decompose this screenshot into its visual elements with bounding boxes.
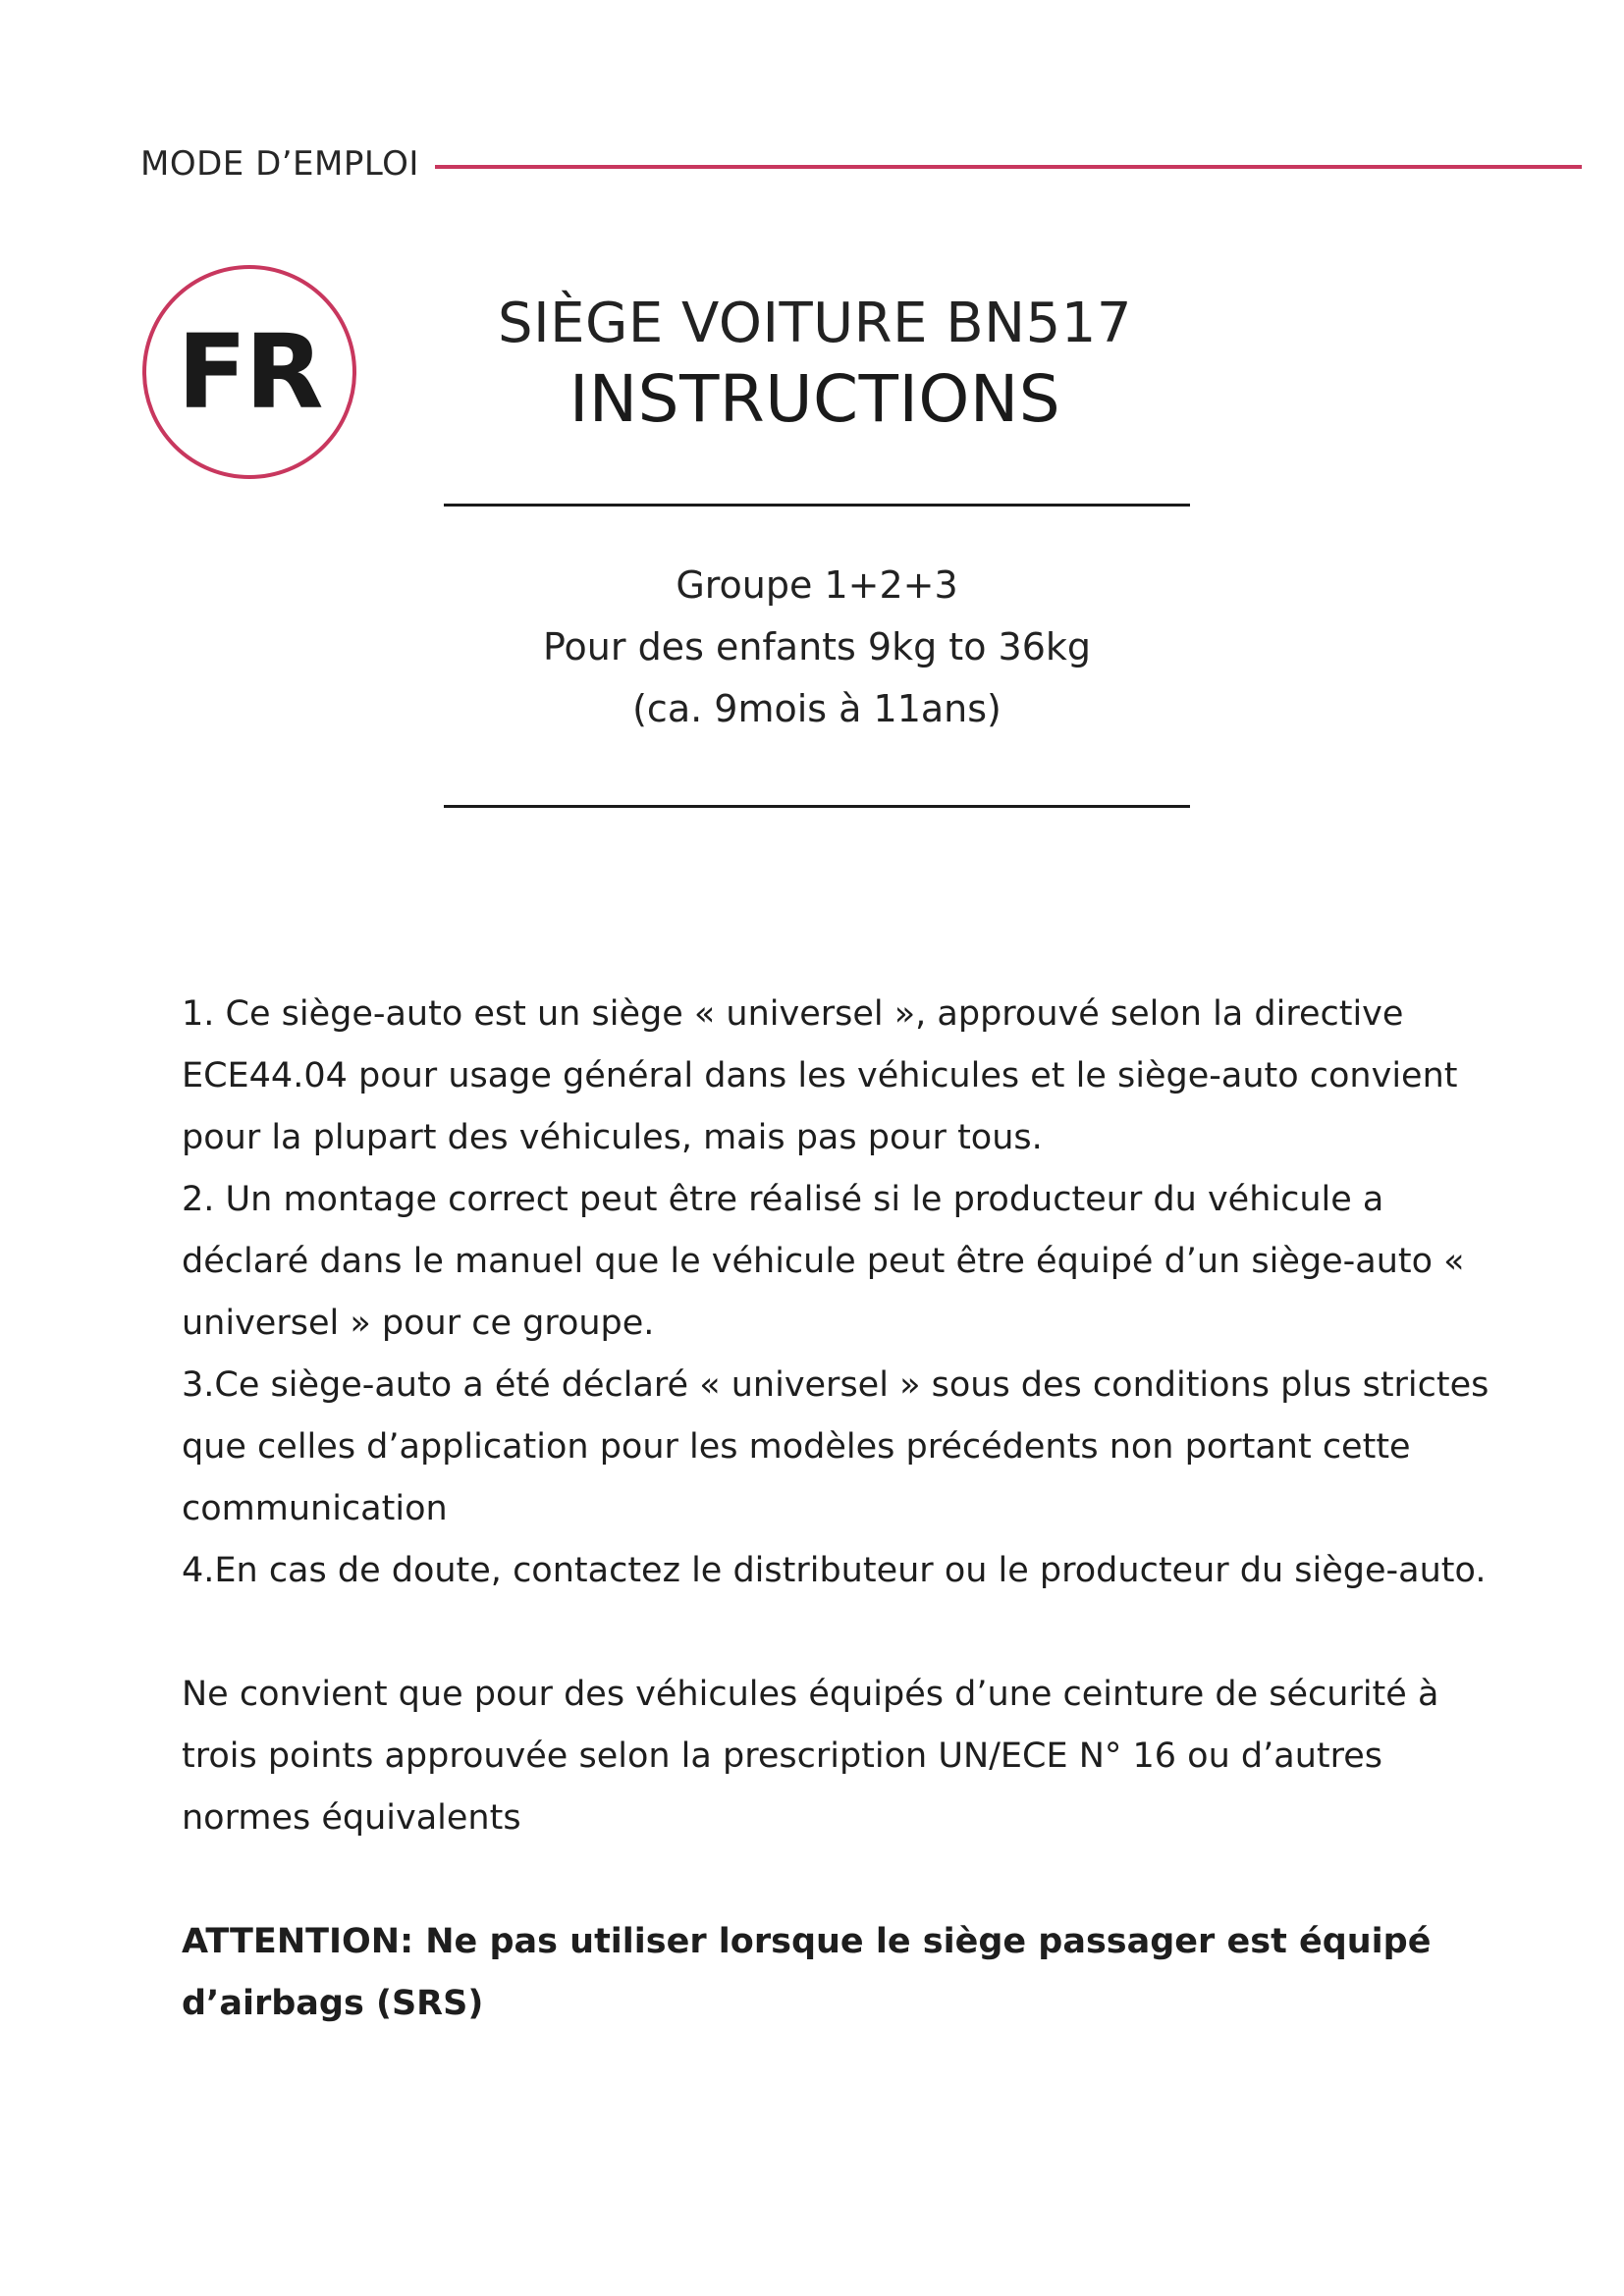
subtitle-block: [442, 555, 1192, 740]
instruction-item-4: 4.En cas de doute, contactez le distributeur ou le producteur du siège-auto.: [182, 1551, 1487, 1590]
group-label: Groupe 1+2+3: [676, 563, 958, 607]
instruction-item-2: 2. Un montage correct peut être réalisé si le producteur du véhicule a déclaré dans le manuel que le véhicule peut être équipé d’un siège-auto « universel » pour ce groupe.: [182, 1180, 1465, 1343]
title-divider-bottom: [444, 805, 1190, 808]
body-text: [182, 984, 1497, 2035]
seatbelt-note: Ne convient que pour des véhicules équipés d’une ceinture de sécurité à trois points approuvée selon la prescription UN/ECE N° 16 ou d’autres normes équivalents: [182, 1675, 1439, 1838]
instruction-item-3: 3.Ce siège-auto a été déclaré « universel » sous des conditions plus strictes que celles d’application pour les modèles précédents non portant cette communication: [182, 1365, 1489, 1528]
document-heading: INSTRUCTIONS: [568, 361, 1061, 437]
language-badge: [142, 265, 356, 479]
age-range: (ca. 9mois à 11ans): [632, 687, 1001, 730]
language-code: FR: [177, 312, 322, 432]
product-title: SIÈGE VOITURE BN517: [498, 292, 1132, 355]
instruction-item-1: 1. Ce siège-auto est un siège « universel », approuvé selon la directive ECE44.04 pour usage général dans les véhicules et le siège-auto convient pour la plupart des véhicules, mais pas pour tous.: [182, 994, 1458, 1157]
header-divider: [435, 165, 1582, 169]
airbag-warning: ATTENTION: Ne pas utiliser lorsque le siège passager est équipé d’airbags (SRS): [182, 1922, 1432, 2023]
weight-range: Pour des enfants 9kg to 36kg: [542, 625, 1092, 668]
title-block: [442, 290, 1188, 441]
section-label: MODE D’EMPLOI: [140, 144, 419, 184]
title-divider-top: [444, 504, 1190, 507]
